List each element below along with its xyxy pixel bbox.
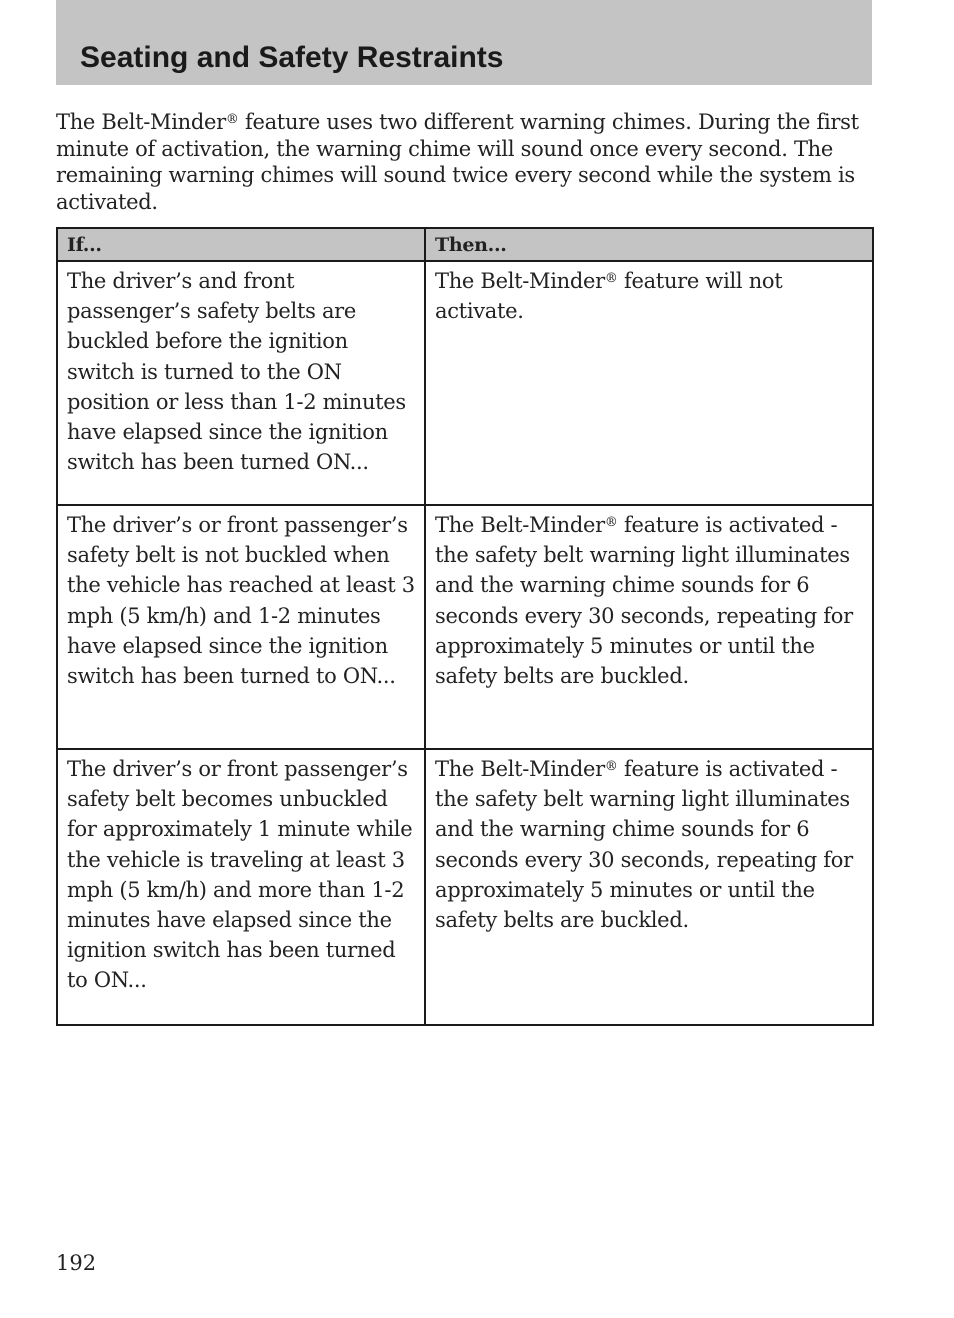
result-text-start: The Belt-Minder: [435, 513, 605, 537]
table-row: [57, 749, 873, 1025]
result-text-start: The Belt-Minder: [435, 757, 605, 781]
registered-mark: ®: [225, 112, 239, 127]
belt-minder-table-container: [56, 227, 872, 1026]
intro-paragraph: [56, 109, 872, 215]
result-text-start: The Belt-Minder: [435, 269, 605, 293]
registered-mark: ®: [604, 759, 618, 774]
table-row: [57, 261, 873, 505]
result-cell: [425, 749, 873, 1025]
registered-mark: ®: [604, 271, 618, 286]
result-text-rest: feature will not activate.: [435, 269, 783, 324]
section-title: Seating and Safety Restraints: [80, 41, 504, 74]
condition-cell: The driver’s and front passenger’s safety belts are buckled before the ignition switch is turned to the ON position or less than 1-2 minutes have elapsed since the ignition switch has been turned ON...: [57, 261, 425, 505]
result-text-rest: feature is activated - the safety belt warning light illuminates and the warning chime sounds for 6 seconds every 30 seconds, repeating for approximately 5 minutes or until the safety belts are buckled.: [435, 513, 853, 689]
result-cell: [425, 505, 873, 749]
condition-cell: The driver’s or front passenger’s safety belt is not buckled when the vehicle has reached at least 3 mph (5 km/h) and 1-2 minutes have elapsed since the ignition switch has been turned to ON...: [57, 505, 425, 749]
column-header-then: Then...: [425, 228, 873, 261]
intro-text-start: The Belt-Minder: [56, 110, 226, 134]
table-row: [57, 505, 873, 749]
result-cell: [425, 261, 873, 505]
section-header-bar: [56, 0, 872, 85]
column-header-if: If...: [57, 228, 425, 261]
result-text-rest: feature is activated - the safety belt warning light illuminates and the warning chime sounds for 6 seconds every 30 seconds, repeating for approximately 5 minutes or until the safety belts are buckled.: [435, 757, 853, 933]
registered-mark: ®: [604, 515, 618, 530]
condition-cell: The driver’s or front passenger’s safety belt becomes unbuckled for approximately 1 minute while the vehicle is traveling at least 3 mph (5 km/h) and more than 1-2 minutes have elapsed since the ignition switch has been turned to ON...: [57, 749, 425, 1025]
intro-text-rest: feature uses two different warning chimes. During the first minute of activation, the warning chime will sound once every second. The remaining warning chimes will sound twice every second while the system is activated.: [56, 110, 859, 214]
table-header-row: [57, 228, 873, 261]
belt-minder-table: [56, 227, 874, 1026]
page-number: 192: [56, 1251, 97, 1275]
